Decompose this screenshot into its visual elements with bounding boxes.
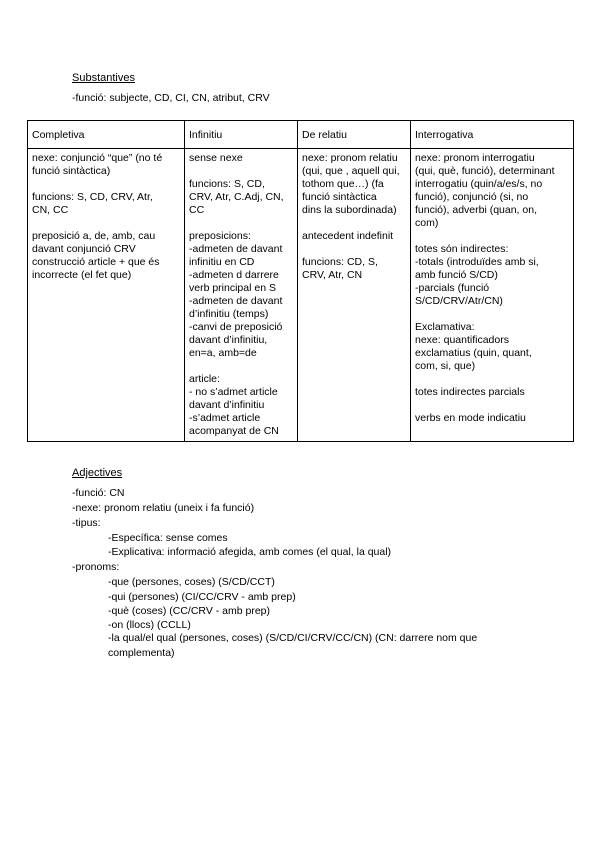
cell-relatiu: [298, 149, 411, 442]
cell-line: -admeten de davant: [189, 243, 283, 255]
cell-paragraph: [415, 152, 569, 230]
cell-line: interrogatiu (quin/a/es/s, no: [415, 178, 543, 190]
cell-line: funció sintàctica): [32, 165, 111, 177]
cell-infinitiu: [185, 149, 298, 442]
adjectives-tipus-label: -tipus:: [72, 517, 101, 529]
cell-line: funcions: CD, S,: [302, 256, 378, 268]
header-relatiu: De relatiu: [298, 121, 411, 149]
pronom-que: -que (persones, coses) (S/CD/CCT): [108, 576, 275, 588]
cell-paragraph: [415, 386, 569, 399]
cell-line: sense nexe: [189, 152, 243, 164]
table-header-row: [28, 121, 574, 149]
cell-line: construcció article + que és: [32, 256, 160, 268]
cell-line: davant d’infinitiu,: [189, 334, 268, 346]
header-interrogativa: Interrogativa: [411, 121, 574, 149]
cell-line: exclamatius (quin, quant,: [415, 347, 532, 359]
cell-line: funció sintàctica: [302, 191, 377, 203]
cell-line: nexe: pronom interrogatiu: [415, 152, 535, 164]
cell-line: amb funció S/CD): [415, 269, 498, 281]
cell-line: en=a, amb=de: [189, 347, 257, 359]
cell-paragraph: [302, 152, 406, 217]
adjectives-pronoms-label: -pronoms:: [72, 561, 120, 573]
cell-paragraph: [302, 256, 406, 282]
cell-line: CRV, Atr, C.Adj, CN,: [189, 191, 284, 203]
cell-line: d’infinitiu (temps): [189, 308, 269, 320]
cell-line: article:: [189, 373, 220, 385]
header-completiva: Completiva: [28, 121, 185, 149]
cell-completiva: [28, 149, 185, 442]
cell-paragraph: [415, 321, 569, 373]
adjectives-funcio: -funció: CN: [72, 487, 125, 499]
cell-line: CC: [189, 204, 205, 216]
substantives-funcio: -funció: subjecte, CD, CI, CN, atribut, CRV: [72, 92, 270, 104]
cell-line: com): [415, 217, 439, 229]
cell-line: davant conjunció CRV: [32, 243, 136, 255]
pronom-qui: -qui (persones) (CI/CC/CRV - amb prep): [108, 591, 296, 603]
cell-line: -admeten d darrere: [189, 269, 279, 281]
cell-paragraph: [415, 412, 569, 425]
tipus-especifica: -Específica: sense comes: [108, 532, 228, 544]
cell-line: -parcials (funció: [415, 282, 490, 294]
cell-line: tothom que…) (fa: [302, 178, 384, 190]
cell-line: verb principal en S: [189, 282, 276, 294]
cell-line: verbs en mode indicatiu: [415, 412, 526, 424]
cell-line: - no s’admet article: [189, 386, 278, 398]
cell-paragraph: [189, 152, 293, 165]
cell-line: funcions: S, CD,: [189, 178, 265, 190]
cell-interrogativa: [411, 149, 574, 442]
cell-line: dins la subordinada): [302, 204, 397, 216]
adjectives-nexe: -nexe: pronom relatiu (uneix i fa funció): [72, 502, 255, 514]
cell-line: (qui, que , aquell qui,: [302, 165, 400, 177]
cell-paragraph: [189, 178, 293, 217]
cell-line: funció), conjunció (si, no: [415, 191, 529, 203]
cell-line: -s’admet article: [189, 412, 261, 424]
tipus-explicativa: -Explicativa: informació afegida, amb comes (el qual, la qual): [108, 546, 392, 558]
cell-line: infinitiu en CD: [189, 256, 255, 268]
cell-paragraph: [415, 243, 569, 308]
cell-line: preposicions:: [189, 230, 251, 242]
cell-line: davant d’infinitiu: [189, 399, 265, 411]
cell-paragraph: [189, 373, 293, 438]
cell-line: totes indirectes parcials: [415, 386, 525, 398]
cell-line: CN, CC: [32, 204, 69, 216]
cell-line: com, si, que): [415, 360, 476, 372]
cell-line: preposició a, de, amb, cau: [32, 230, 156, 242]
cell-line: CRV, Atr, CN: [302, 269, 363, 281]
adjectives-title: Adjectives: [72, 467, 123, 479]
cell-paragraph: [32, 230, 180, 282]
cell-line: antecedent indefinit: [302, 230, 394, 242]
cell-line: funcions: S, CD, CRV, Atr,: [32, 191, 153, 203]
cell-line: -canvi de preposició: [189, 321, 283, 333]
cell-paragraph: [32, 152, 180, 178]
cell-line: acompanyat de CN: [189, 425, 279, 437]
header-infinitiu: Infinitiu: [185, 121, 298, 149]
pronom-on: -on (llocs) (CCLL): [108, 619, 191, 631]
cell-line: totes són indirectes:: [415, 243, 509, 255]
table-body-row: [28, 149, 574, 442]
subordinate-table: [27, 120, 574, 442]
cell-line: -admeten de davant: [189, 295, 283, 307]
cell-paragraph: [32, 191, 180, 217]
pronom-que-accent: -què (coses) (CC/CRV - amb prep): [108, 605, 271, 617]
cell-line: incorrecte (el fet que): [32, 269, 132, 281]
cell-paragraph: [189, 230, 293, 360]
cell-line: nexe: conjunció “que” (no té: [32, 152, 163, 164]
cell-line: -totals (introduïdes amb si,: [415, 256, 539, 268]
cell-line: Exclamativa:: [415, 321, 475, 333]
cell-line: S/CD/CRV/Atr/CN): [415, 295, 503, 307]
pronom-qual: -la qual/el qual (persones, coses) (S/CD/CI/CRV/CC/CN) (CN: darrere nom que complementa): [108, 632, 478, 659]
cell-line: (qui, què, funció), determinant: [415, 165, 555, 177]
cell-line: nexe: pronom relatiu: [302, 152, 398, 164]
substantives-title: Substantives: [72, 72, 135, 84]
cell-paragraph: [302, 230, 406, 243]
cell-line: funció), adverbi (quan, on,: [415, 204, 537, 216]
cell-line: nexe: quantificadors: [415, 334, 509, 346]
